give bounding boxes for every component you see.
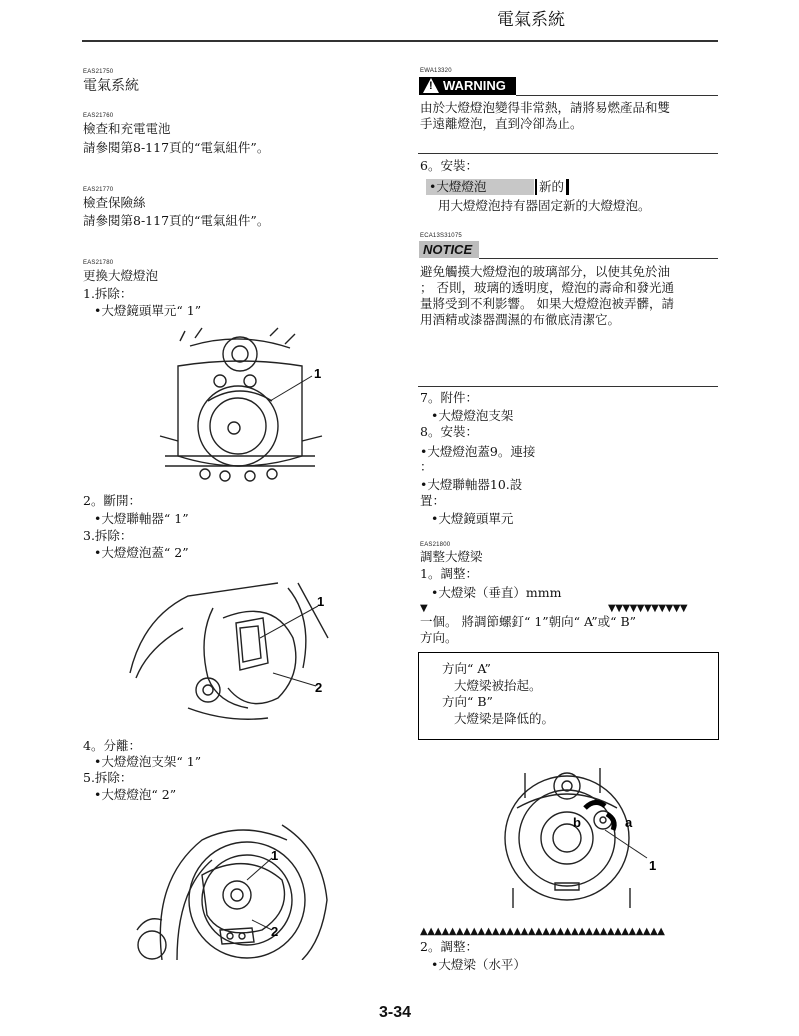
warning-rule-bottom <box>418 153 718 154</box>
step7-label: 7。附件： <box>420 390 478 405</box>
warning-rule-top <box>516 95 718 96</box>
section-code: EAS21750 <box>83 69 114 75</box>
fig3-callout-2: 2 <box>271 924 279 939</box>
page-number: 3-34 <box>379 1004 412 1021</box>
adjust-title: 調整大燈梁 <box>420 549 483 564</box>
headlight-lens-figure <box>150 326 330 488</box>
exclamation-icon: ! <box>429 80 433 92</box>
step6-new-label: 新的 <box>539 179 565 194</box>
fuse-title: 檢查保險絲 <box>83 195 146 210</box>
notice-line-4: 用酒精或漆器潤濕的布徹底清潔它。 <box>420 312 621 327</box>
step6-note: 用大燈燈泡持有器固定新的大燈燈泡。 <box>438 198 651 213</box>
warning-label: WARNING <box>443 78 506 93</box>
bulb-step3: 3.拆除： <box>83 528 133 543</box>
step8-item-1: •大燈燈泡蓋9。連接 <box>420 444 536 459</box>
adjust-code: EAS21800 <box>420 542 451 548</box>
warning-code: EWA13320 <box>420 68 452 74</box>
step6-label: 6。安裝： <box>420 158 478 173</box>
step8-label: 8。安裝： <box>420 424 478 439</box>
battery-ref: 請參閱第8-117頁的“電氣組件”。 <box>83 140 270 155</box>
step7-item: •大燈燈泡支架 <box>431 408 514 423</box>
beam-adjust-figure <box>495 758 665 918</box>
bulb-step2: 2。斷開： <box>83 493 141 508</box>
warning-line-2: 手遠離燈泡，直到冷卻為止。 <box>420 116 583 131</box>
fig4-callout-a: a <box>625 815 633 830</box>
bulb-step1: 1.拆除： <box>83 286 133 301</box>
battery-code: EAS21760 <box>83 113 114 119</box>
warning-badge <box>419 77 516 95</box>
fig2-callout-2: 2 <box>315 680 323 695</box>
notice-badge: NOTICE <box>419 241 479 258</box>
fig1-callout-1: 1 <box>314 366 322 381</box>
adjust-step1: 1。調整： <box>420 566 478 581</box>
fuse-ref: 請參閱第8-117頁的“電氣組件”。 <box>83 213 270 228</box>
step8-colon: ： <box>420 459 433 474</box>
bulb-holder-figure <box>122 820 337 960</box>
notice-line-3: 量將受到不利影響。 如果大燈燈泡被弄髒，請 <box>420 296 674 311</box>
turn-instruction-2: 方向。 <box>420 630 458 645</box>
bulb-step3-item: •大燈燈泡蓋“ 2” <box>94 545 189 560</box>
fig4-callout-1: 1 <box>649 858 657 873</box>
header-rule <box>82 40 718 42</box>
direction-b-label: 方向“ B” <box>442 694 493 709</box>
bulb-step5: 5.拆除： <box>83 770 133 785</box>
section-title: 電氣系統 <box>83 78 139 94</box>
bulb-step4-item: •大燈燈泡支架“ 1” <box>94 754 202 769</box>
procedure-start-mark-left: ▼ <box>420 603 428 614</box>
direction-a-desc: 大燈梁被抬起。 <box>454 678 542 693</box>
bulb-step5-item: •大燈燈泡“ 2” <box>94 787 177 802</box>
direction-a-label: 方向“ A” <box>442 661 491 676</box>
fuse-code: EAS21770 <box>83 187 114 193</box>
fig3-callout-1: 1 <box>271 848 279 863</box>
adjust-step2-item: •大燈梁（水平） <box>431 957 526 972</box>
battery-title: 檢查和充電電池 <box>83 121 171 136</box>
bulb-cover-figure <box>128 578 333 728</box>
bulb-step2-item: •大燈聯軸器“ 1” <box>94 511 189 526</box>
bulb-step1-item: •大燈鏡頭單元“ 1” <box>94 303 202 318</box>
adjust-step2: 2。調整： <box>420 939 478 954</box>
adjust-step1-item: •大燈梁（垂直）mmm <box>431 585 562 600</box>
page-header-title: 電氣系統 <box>497 10 565 30</box>
turn-instruction-1: 一個。 將調節螺釘“ 1”朝向“ A”或“ B” <box>420 614 637 629</box>
direction-b-desc: 大燈梁是降低的。 <box>454 711 555 726</box>
notice-line-2: ； 否則，玻璃的透明度，燈泡的壽命和發光通 <box>420 280 674 295</box>
new-mark-bar-left <box>535 179 537 195</box>
notice-rule-top <box>479 258 718 259</box>
notice-code: ECA13S31075 <box>420 233 462 239</box>
warning-line-1: 由於大燈燈泡變得非常熱，請將易燃產品和雙 <box>420 100 671 115</box>
step8-item-3: •大燈鏡頭單元 <box>431 511 514 526</box>
step8-item-2: •大燈聯軸器10.設 <box>420 477 523 492</box>
step6-item: •大燈燈泡 <box>429 179 487 194</box>
notice-rule-bottom <box>418 386 718 387</box>
bulb-title: 更換大燈燈泡 <box>83 268 159 283</box>
fig4-callout-b: b <box>573 815 581 830</box>
procedure-end-marks: ▲▲▲▲▲▲▲▲▲▲▲▲▲▲▲▲▲▲▲▲▲▲▲▲▲▲▲▲▲▲▲▲▲▲ <box>420 926 665 937</box>
new-mark-bar-right <box>566 179 569 195</box>
bulb-step4: 4。分離： <box>83 738 141 753</box>
bulb-code: EAS21780 <box>83 260 114 266</box>
procedure-start-marks: ▼▼▼▼▼▼▼▼▼▼▼ <box>608 603 688 614</box>
notice-line-1: 避免觸摸大燈燈泡的玻璃部分，以使其免於油 <box>420 264 671 279</box>
fig2-callout-1: 1 <box>317 594 325 609</box>
step8-item-2b: 置： <box>420 493 446 508</box>
